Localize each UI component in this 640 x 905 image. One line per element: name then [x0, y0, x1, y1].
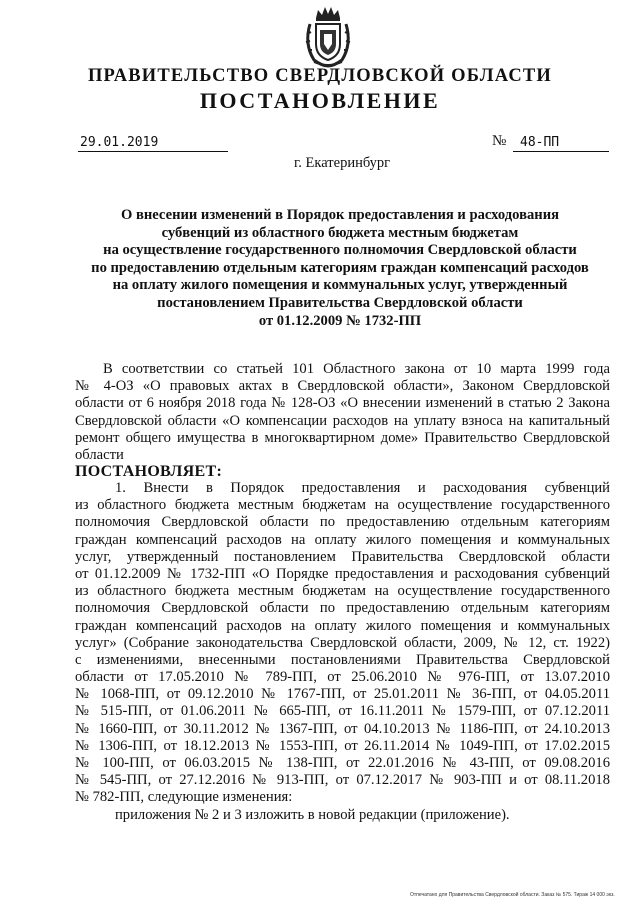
- date-underline: [78, 151, 228, 152]
- text-line: области от 17.05.2010 № 789-ПП, от 25.06.2010 № 976-ПП, от 13.07.2010: [75, 669, 610, 686]
- city: г. Екатеринбург: [294, 155, 391, 171]
- text-line: области от 6 ноября 2018 года № 128-ОЗ «О внесении изменений в статью 2 Закона: [75, 395, 610, 412]
- text-line: № 1068-ПП, от 09.12.2010 № 1767-ПП, от 25.01.2011 № 36-ПП, от 04.05.2011: [75, 686, 610, 703]
- text-line: полномочия Свердловской области по предоставлению отдельным категориям: [75, 600, 610, 617]
- number-underline: [513, 151, 609, 152]
- coat-of-arms-emblem: [300, 4, 356, 70]
- title-line: постановлением Правительства Свердловской области: [157, 294, 523, 311]
- text-line: от 01.12.2009 № 1732-ПП «О Порядке предоставления и расходования субвенций: [75, 565, 610, 582]
- title-line: субвенций из областного бюджета местным бюджетам: [161, 224, 519, 241]
- text-line: № 782-ПП, следующие изменения:: [75, 789, 293, 806]
- text-line: № 100-ПП, от 06.03.2015 № 138-ПП, от 22.01.2016 № 43-ПП, от 09.08.2016: [75, 755, 610, 771]
- text-line: № 1660-ПП, от 30.11.2012 № 1367-ПП, от 04.10.2013 № 1186-ПП, от 24.10.2013: [75, 720, 610, 737]
- text-line: № 515-ПП, от 01.06.2011 № 665-ПП, от 16.11.2011 № 1579-ПП, от 07.12.2011: [75, 703, 610, 720]
- preamble-paragraph: [75, 361, 610, 464]
- text-line: с изменениями, внесенными постановлениями Правительства Свердловской: [75, 651, 610, 668]
- title-line: на оплату жилого помещения и коммунальных услуг, утвержденный: [112, 277, 568, 294]
- organization-name: ПРАВИТЕЛЬСТВО СВЕРДЛОВСКОЙ ОБЛАСТИ: [87, 66, 553, 86]
- document-number: 48-ПП: [520, 135, 560, 150]
- text-line: из областного бюджета местным бюджетам на осуществление государственного: [75, 497, 610, 514]
- text-line: 1. Внести в Порядок предоставления и расходования субвенций: [115, 480, 610, 496]
- text-line: полномочия Свердловской области по предоставлению отдельным категориям: [75, 514, 610, 531]
- text-line: приложения № 2 и 3 изложить в новой редакции (приложение).: [115, 806, 510, 823]
- resolves-heading: ПОСТАНОВЛЯЕТ:: [75, 463, 223, 480]
- document-type: ПОСТАНОВЛЕНИЕ: [199, 88, 441, 113]
- text-line: услуг, утвержденный постановлением Правительства Свердловской области: [75, 548, 610, 565]
- text-line: № 4-ОЗ «О правовых актах в Свердловской области», Законом Свердловской: [75, 378, 610, 395]
- text-line: из областного бюджета местным бюджетам на осуществление государственного: [75, 583, 610, 600]
- text-line: услуг» (Собрание законодательства Свердловской области, 2009, № 12, ст. 1922): [75, 634, 610, 651]
- title-line: по предоставлению отдельным категориям граждан компенсаций расходов: [91, 259, 589, 276]
- document-date: 29.01.2019: [80, 135, 159, 150]
- text-line: граждан компенсаций расходов на оплату жилого помещения и коммунальных: [75, 531, 610, 548]
- text-line: области: [75, 446, 124, 463]
- text-line: № 1306-ПП, от 18.12.2013 № 1553-ПП, от 26.11.2014 № 1049-ПП, от 17.02.2015: [75, 737, 610, 754]
- title-line: на осуществление государственного полномочия Свердловской области: [103, 242, 577, 259]
- text-line: граждан компенсаций расходов на оплату жилого помещения и коммунальных: [75, 617, 610, 634]
- text-line: ремонт общего имущества в многоквартирном доме» Правительство Свердловской: [75, 429, 610, 446]
- item-1-paragraph: [75, 480, 610, 824]
- title-line: О внесении изменений в Порядок предоставления и расходования: [120, 207, 560, 223]
- title-line: от 01.12.2009 № 1732-ПП: [258, 312, 422, 329]
- number-sign: №: [492, 133, 507, 149]
- text-line: В соответствии со статьей 101 Областного закона от 10 марта 1999 года: [103, 361, 610, 377]
- document-title: [60, 207, 620, 330]
- text-line: Свердловской области «О компенсации расходов на уплату взноса на капитальный: [75, 412, 610, 429]
- print-footer: Отпечатано для Правительства Свердловской области. Заказ № 575. Тираж 14 000 экз.: [410, 892, 615, 898]
- text-line: № 545-ПП, от 27.12.2016 № 913-ПП, от 07.12.2017 № 903-ПП и от 08.11.2018: [75, 772, 610, 789]
